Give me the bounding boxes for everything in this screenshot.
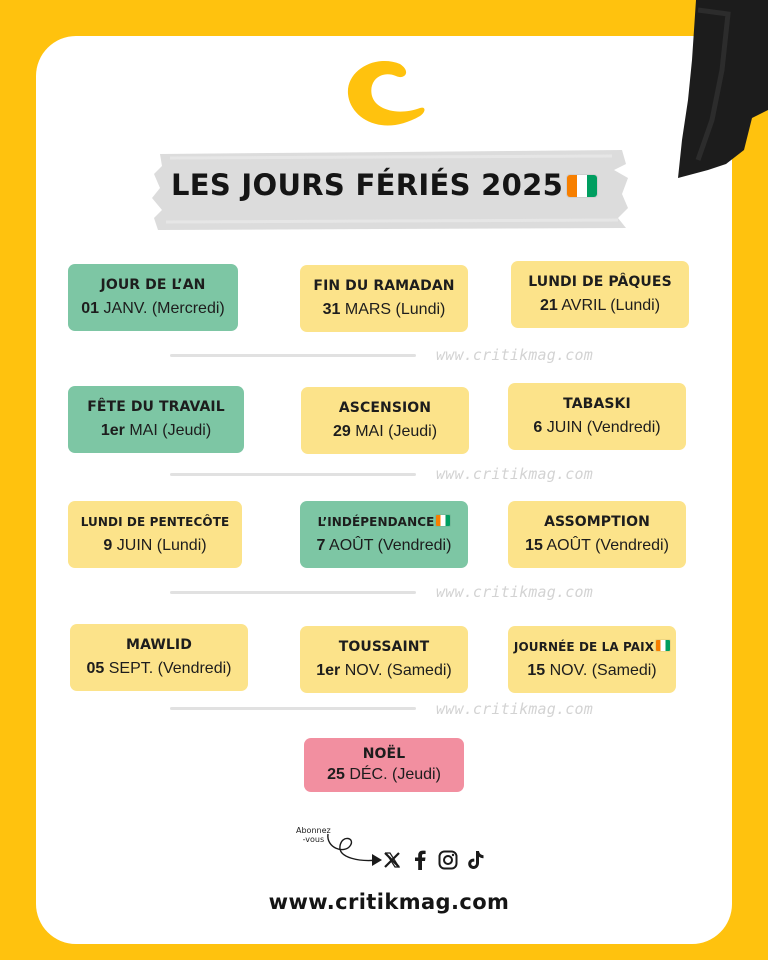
separator-line [170, 473, 416, 476]
ivory-coast-flag-icon [656, 640, 670, 651]
holiday-lundi-de-pentecote: LUNDI DE PENTECÔTE 9 JUIN (Lundi) [68, 501, 242, 568]
holiday-ascension: ASCENSION 29 MAI (Jeudi) [301, 387, 469, 454]
holiday-tabaski: TABASKI 6 JUIN (Vendredi) [508, 383, 686, 450]
separator-line [170, 591, 416, 594]
curved-arrow-icon [320, 828, 390, 872]
page-title: LES JOURS FÉRIÉS 2025 [0, 168, 768, 202]
holiday-independance: L’INDÉPENDANCE 7 AOÛT (Vendredi) [300, 501, 468, 568]
separator-line [170, 707, 416, 710]
instagram-icon[interactable] [438, 850, 458, 870]
facebook-icon[interactable] [410, 850, 430, 870]
subscribe-label: Abonnez -vous [296, 826, 331, 844]
holiday-assomption: ASSOMPTION 15 AOÛT (Vendredi) [508, 501, 686, 568]
watermark: www.critikmag.com [436, 346, 593, 364]
holiday-jour-de-lan: JOUR DE L’AN 01 JANV. (Mercredi) [68, 264, 238, 331]
tape-decoration [668, 0, 768, 180]
tiktok-icon[interactable] [466, 850, 486, 870]
holiday-toussaint: TOUSSAINT 1er NOV. (Samedi) [300, 626, 468, 693]
logo-icon [342, 56, 428, 132]
holiday-noel: NOËL 25 DÉC. (Jeudi) [304, 738, 464, 792]
footer-website-url[interactable]: www.critikmag.com [268, 890, 510, 914]
holiday-lundi-de-paques: LUNDI DE PÂQUES 21 AVRIL (Lundi) [511, 261, 689, 328]
watermark: www.critikmag.com [436, 700, 593, 718]
ivory-coast-flag-icon [436, 515, 450, 526]
social-icons [382, 850, 486, 870]
x-icon[interactable] [382, 850, 402, 870]
separator-line [170, 354, 416, 357]
holiday-mawlid: MAWLID 05 SEPT. (Vendredi) [70, 624, 248, 691]
watermark: www.critikmag.com [436, 465, 593, 483]
holiday-journee-de-la-paix: JOURNÉE DE LA PAIX 15 NOV. (Samedi) [508, 626, 676, 693]
holiday-fin-du-ramadan: FIN DU RAMADAN 31 MARS (Lundi) [300, 265, 468, 332]
holiday-fete-du-travail: FÊTE DU TRAVAIL 1er MAI (Jeudi) [68, 386, 244, 453]
watermark: www.critikmag.com [436, 583, 593, 601]
ivory-coast-flag-icon [567, 175, 597, 197]
